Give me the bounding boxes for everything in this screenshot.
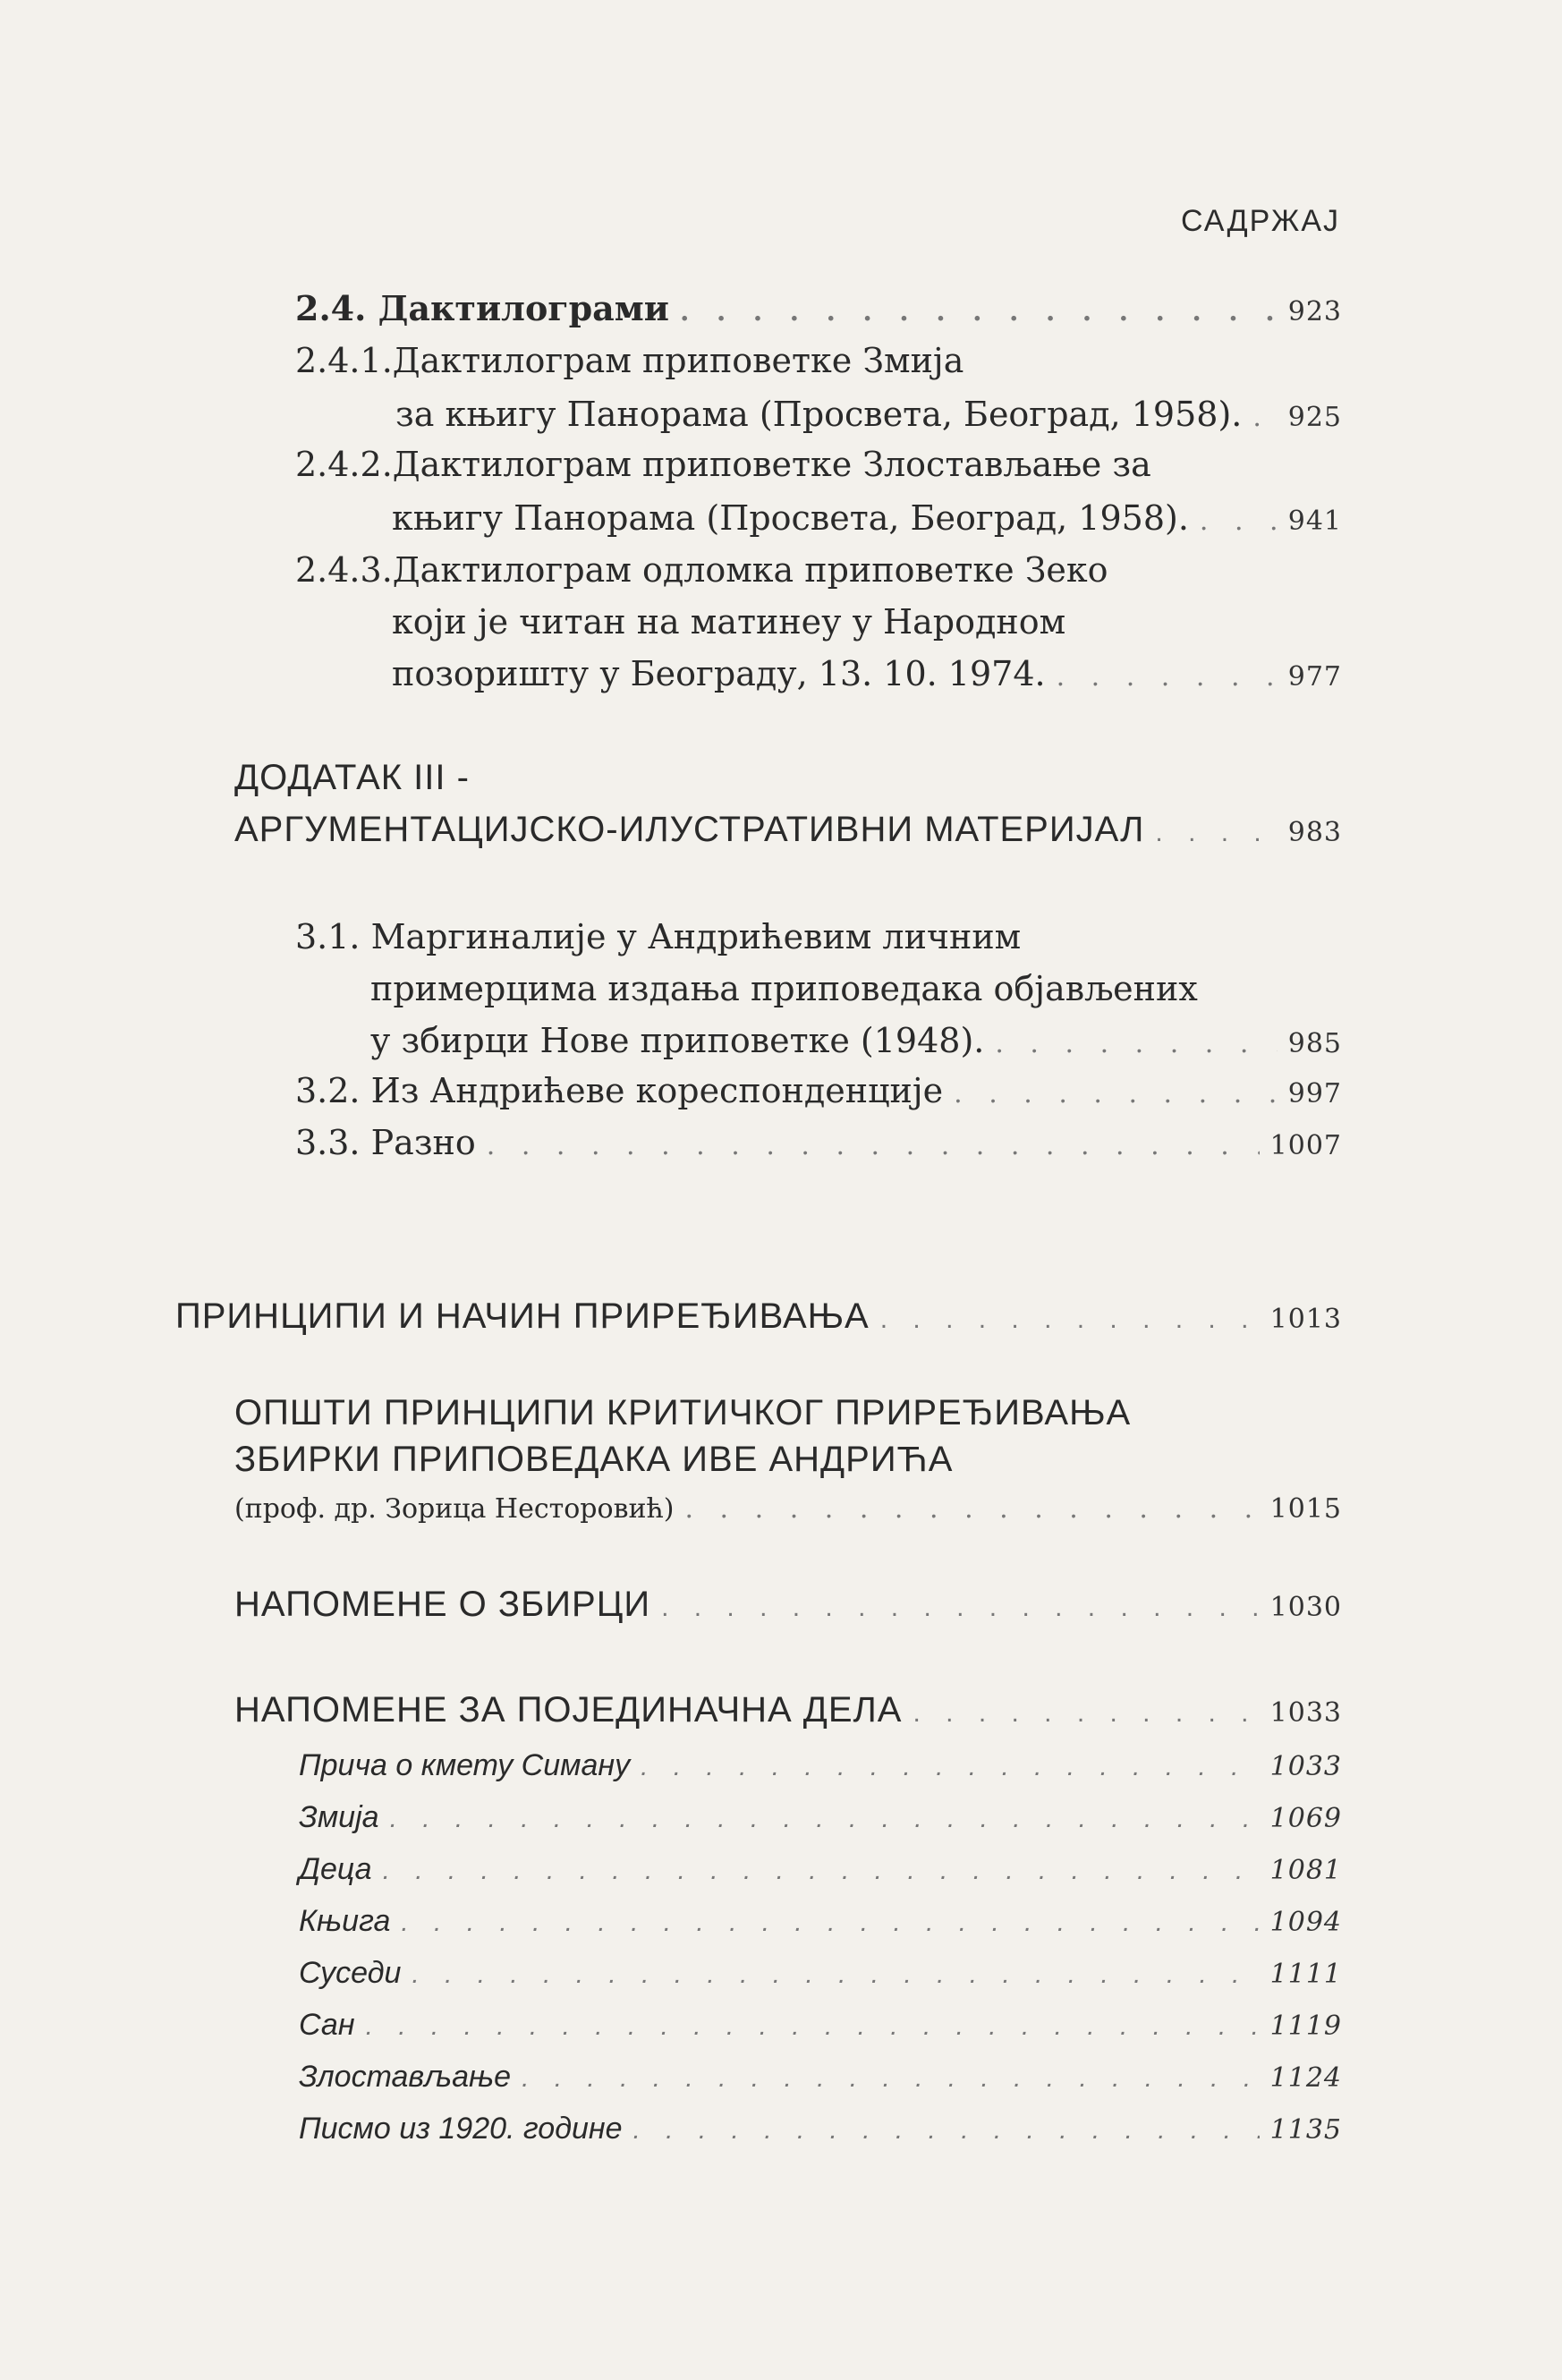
toc-page-number: 1033 (1269, 1751, 1342, 1782)
toc-entry-title: Деца (299, 1852, 372, 1886)
toc-entry-title: АРГУМЕНТАЦИЈСКО-ИЛУСТРАТИВНИ МАТЕРИЈАЛ (234, 810, 1145, 849)
toc-page-number: 1007 (1269, 1130, 1342, 1161)
toc-entry-3-1-line2: примерцима издања приповедака објављених (370, 969, 1198, 1008)
toc-entry-principles (175, 1296, 1342, 1340)
dot-leader (954, 1074, 1278, 1115)
toc-entry-appendix-3 (234, 809, 1342, 854)
toc-page-number: 1135 (1269, 2114, 1342, 2146)
toc-entry-title: Змија (299, 1800, 379, 1834)
toc-entry-title: Сан (299, 2008, 355, 2042)
dot-leader (401, 1902, 1259, 1943)
toc-entry-title: Злостављање (299, 2060, 512, 2094)
toc-entry-title: Књига (299, 1904, 391, 1938)
toc-page-number: 1030 (1269, 1592, 1342, 1623)
toc-entry-3-3 (295, 1122, 1342, 1167)
toc-sub-entry (299, 1745, 1342, 1788)
dot-leader (390, 1798, 1260, 1840)
dot-leader (366, 2006, 1260, 2047)
toc-page-number: 923 (1287, 296, 1342, 327)
toc-entry-3-1 (370, 1020, 1342, 1065)
dot-leader (522, 2058, 1260, 2099)
toc-entry-2-4-1 (395, 394, 1342, 438)
toc-entry-title: (проф. др. Зорица Несторовић) (234, 1493, 675, 1525)
toc-sub-entry (299, 1952, 1342, 1995)
toc-page-number: 1033 (1269, 1697, 1342, 1729)
dot-leader (1200, 501, 1278, 542)
toc-sub-entry (299, 1900, 1342, 1943)
toc-entry-3-2 (295, 1070, 1342, 1115)
toc-entry-2-4 (295, 288, 1342, 333)
toc-entry-title: за књигу Панорама (Просвета, Београд, 1958). (395, 395, 1243, 434)
toc-entry-2-4-3 (392, 653, 1342, 698)
toc-entry-title: књигу Панорама (Просвета, Београд, 1958). (392, 498, 1189, 538)
toc-entry-title: 2.4. Дактилограми (295, 288, 669, 328)
dot-leader (995, 1024, 1277, 1065)
toc-page-number: 977 (1287, 661, 1342, 693)
toc-page-number: 983 (1287, 817, 1342, 848)
toc-entry-title: позоришту у Београду, 13. 10. 1974. (392, 654, 1046, 693)
toc-entry-title: НАПОМЕНЕ О ЗБИРЦИ (234, 1585, 651, 1624)
toc-entry-collection-notes (234, 1584, 1342, 1628)
toc-sub-entry (299, 1797, 1342, 1840)
toc-entry-title: Прича о кмету Симану (299, 1748, 631, 1782)
toc-page-number: 1119 (1269, 2010, 1342, 2042)
toc-entry-general-principles-line2: ЗБИРКИ ПРИПОВЕДАКА ИВЕ АНДРИЋА (234, 1440, 954, 1479)
dot-leader (684, 1489, 1259, 1530)
toc-entry-general-principles-line1: ОПШТИ ПРИНЦИПИ КРИТИЧКОГ ПРИРЕЂИВАЊА (234, 1393, 1132, 1432)
toc-page-number: 925 (1287, 402, 1342, 433)
dot-leader (1057, 657, 1278, 698)
toc-entry-appendix-3-line1: ДОДАТАК III - (234, 758, 470, 797)
dot-leader (661, 1587, 1260, 1628)
toc-page-number: 997 (1287, 1078, 1342, 1109)
dot-leader (1252, 397, 1277, 438)
toc-sub-entry (299, 2004, 1342, 2047)
toc-page-number: 1015 (1269, 1493, 1342, 1525)
toc-entry-title: 3.3. Разно (295, 1123, 476, 1162)
toc-entry-2-4-3-line2: који је читан на матинеу у Народном (392, 602, 1066, 642)
toc-entry-3-1-line1: 3.1. Маргиналије у Андрићевим личним (295, 917, 1022, 956)
toc-entry-2-4-2-line1: 2.4.2.Дактилограм приповетке Злостављање за (295, 445, 1151, 484)
dot-leader (487, 1126, 1260, 1167)
toc-page-number: 1069 (1269, 1803, 1342, 1834)
toc-entry-title: 3.2. Из Андрићеве кореспонденције (295, 1071, 944, 1110)
toc-entry-title: НАПОМЕНЕ ЗА ПОЈЕДИНАЧНА ДЕЛА (234, 1690, 903, 1730)
toc-page-number: 1013 (1269, 1304, 1342, 1335)
toc-entry-2-4-1-line1: 2.4.1.Дактилограм приповетке Змија (295, 341, 964, 380)
toc-entry-individual-notes (234, 1689, 1342, 1734)
toc-sub-entry (299, 2108, 1342, 2151)
toc-page-number: 1081 (1269, 1855, 1342, 1886)
dot-leader (633, 2110, 1260, 2151)
toc-entry-title: Суседи (299, 1956, 402, 1990)
dot-leader (1155, 812, 1277, 854)
dot-leader (880, 1299, 1260, 1340)
toc-page-number: 985 (1287, 1028, 1342, 1059)
toc-entry-title: у збирци Нове приповетке (1948). (370, 1021, 985, 1060)
toc-sub-entry (299, 1849, 1342, 1891)
dot-leader (383, 1850, 1260, 1891)
dot-leader (680, 292, 1278, 333)
toc-page-number: 1124 (1269, 2062, 1342, 2094)
toc-entry-2-4-3-line1: 2.4.3.Дактилограм одломка приповетке Зеко (295, 550, 1108, 590)
toc-entry-title: Писмо из 1920. године (299, 2112, 623, 2146)
running-head: САДРЖАЈ (1180, 204, 1340, 238)
toc-sub-entry (299, 2056, 1342, 2099)
toc-page-number: 941 (1287, 506, 1342, 537)
toc-page-number: 1094 (1269, 1907, 1342, 1938)
dot-leader (913, 1693, 1259, 1734)
toc-entry-2-4-2 (392, 497, 1342, 542)
dot-leader (641, 1747, 1260, 1788)
toc-page-number: 1111 (1269, 1959, 1342, 1990)
toc-entry-general-principles (234, 1489, 1342, 1530)
dot-leader (412, 1954, 1259, 1995)
toc-entry-title: ПРИНЦИПИ И НАЧИН ПРИРЕЂИВАЊА (175, 1296, 870, 1336)
